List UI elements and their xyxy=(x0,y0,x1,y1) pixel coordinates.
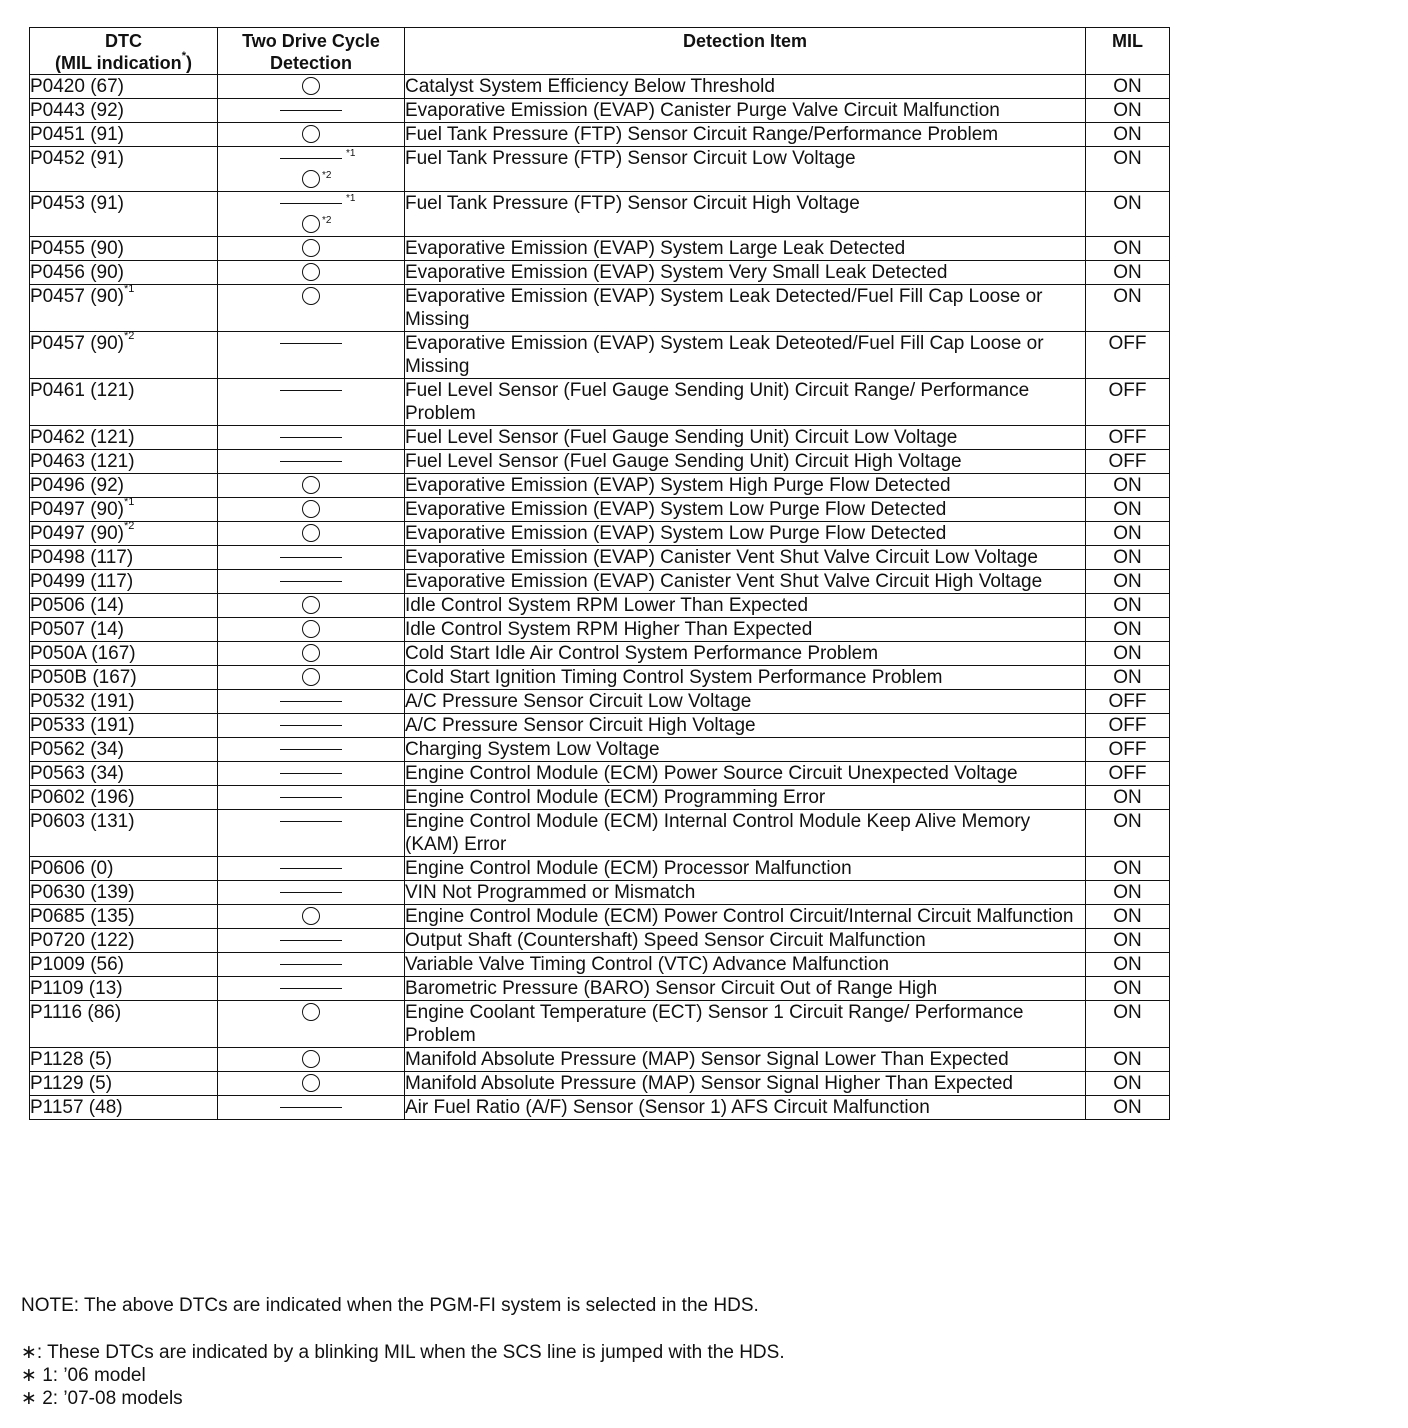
mil-status: OFF xyxy=(1086,426,1170,450)
dash-icon xyxy=(280,725,342,726)
table-row xyxy=(30,714,1170,738)
two-drive-cycle-cell xyxy=(218,762,405,786)
circle-icon xyxy=(302,644,320,662)
dtc-table xyxy=(29,27,1170,1120)
mil-status: ON xyxy=(1086,618,1170,642)
detection-item: Variable Valve Timing Control (VTC) Advance Malfunction xyxy=(405,953,1086,977)
dash-icon xyxy=(280,581,342,582)
dtc-footnote-ref: *2 xyxy=(124,520,135,532)
two-drive-cycle-cell xyxy=(218,570,405,594)
table-row xyxy=(30,498,1170,522)
detection-item: Evaporative Emission (EVAP) System Very Small Leak Detected xyxy=(405,261,1086,285)
table-row xyxy=(30,977,1170,1001)
table-row xyxy=(30,192,1170,237)
circle-icon xyxy=(302,668,320,686)
dtc-footnote-ref: *2 xyxy=(124,330,135,342)
dash-icon xyxy=(280,557,342,558)
detection-item: A/C Pressure Sensor Circuit High Voltage xyxy=(405,714,1086,738)
dtc-code: P0507 (14) xyxy=(30,619,125,640)
table-row xyxy=(30,1001,1170,1048)
table-row xyxy=(30,450,1170,474)
table-header-row xyxy=(30,28,1170,75)
table-row xyxy=(30,810,1170,857)
variant-ref-2: *2 xyxy=(322,215,332,226)
mil-status: ON xyxy=(1086,953,1170,977)
dtc-code: P0603 (131) xyxy=(30,811,135,832)
detection-item: Evaporative Emission (EVAP) System Leak Deteoted/Fuel Fill Cap Loose or Missing xyxy=(405,332,1086,379)
table-row xyxy=(30,881,1170,905)
header-mil-indication: (MIL indication*) xyxy=(55,50,192,73)
dtc-code: P0498 (117) xyxy=(30,547,134,568)
dtc-code: P0606 (0) xyxy=(30,858,114,879)
dtc-footnote-ref: *1 xyxy=(124,283,135,295)
dtc-footnote-ref: *1 xyxy=(124,496,135,508)
dash-icon xyxy=(280,461,342,462)
two-drive-cycle-cell xyxy=(218,1072,405,1096)
two-drive-cycle-cell xyxy=(218,642,405,666)
mil-status: OFF xyxy=(1086,738,1170,762)
header-mil: MIL xyxy=(1086,28,1170,75)
mil-status: ON xyxy=(1086,99,1170,123)
table-row xyxy=(30,642,1170,666)
detection-item: Engine Control Module (ECM) Power Control Circuit/Internal Circuit Malfunction xyxy=(405,905,1086,929)
dtc-code-cell xyxy=(30,450,218,474)
mil-status: ON xyxy=(1086,123,1170,147)
detection-item: Evaporative Emission (EVAP) System Low Purge Flow Detected xyxy=(405,522,1086,546)
circle-icon xyxy=(302,263,320,281)
variant-ref-2: *2 xyxy=(322,170,332,181)
mil-status: ON xyxy=(1086,237,1170,261)
two-drive-cycle-cell xyxy=(218,738,405,762)
two-drive-variant-stack xyxy=(218,192,404,236)
table-row xyxy=(30,379,1170,426)
dtc-code-cell xyxy=(30,977,218,1001)
variant-ref-1: *1 xyxy=(346,193,356,204)
detection-item: Evaporative Emission (EVAP) System Low Purge Flow Detected xyxy=(405,498,1086,522)
dtc-code: P0499 (117) xyxy=(30,571,134,592)
dtc-code: P0455 (90) xyxy=(30,238,125,259)
two-drive-cycle-cell xyxy=(218,332,405,379)
detection-item: Manifold Absolute Pressure (MAP) Sensor Signal Higher Than Expected xyxy=(405,1072,1086,1096)
dtc-code: P050B (167) xyxy=(30,667,137,688)
dtc-code-cell xyxy=(30,285,218,332)
two-drive-cycle-cell xyxy=(218,450,405,474)
circle-icon xyxy=(302,287,320,305)
detection-item: Idle Control System RPM Lower Than Expected xyxy=(405,594,1086,618)
dtc-code: P0506 (14) xyxy=(30,595,125,616)
two-drive-cycle-cell xyxy=(218,75,405,99)
two-drive-cycle-cell xyxy=(218,618,405,642)
dtc-code-cell xyxy=(30,1001,218,1048)
dtc-code-cell xyxy=(30,642,218,666)
dtc-code: P0563 (34) xyxy=(30,763,125,784)
detection-item: Fuel Tank Pressure (FTP) Sensor Circuit Range/Performance Problem xyxy=(405,123,1086,147)
mil-status: ON xyxy=(1086,1048,1170,1072)
detection-item: Idle Control System RPM Higher Than Expected xyxy=(405,618,1086,642)
table-row xyxy=(30,857,1170,881)
dtc-code-cell xyxy=(30,714,218,738)
header-two-drive-cycle: Two Drive Cycle Detection xyxy=(218,28,405,75)
table-row xyxy=(30,123,1170,147)
detection-item: Engine Control Module (ECM) Programming Error xyxy=(405,786,1086,810)
table-row xyxy=(30,546,1170,570)
dtc-code: P050A (167) xyxy=(30,643,136,664)
dtc-code-cell xyxy=(30,332,218,379)
note-pgm-fi: NOTE: The above DTCs are indicated when the PGM-FI system is selected in the HDS. xyxy=(21,1295,759,1316)
mil-status: ON xyxy=(1086,285,1170,332)
dtc-code-cell xyxy=(30,498,218,522)
mil-status: ON xyxy=(1086,75,1170,99)
dtc-code-cell xyxy=(30,522,218,546)
note-blinking-mil: ∗: These DTCs are indicated by a blinking MIL when the SCS line is jumped with the HDS. xyxy=(21,1342,785,1363)
circle-icon xyxy=(302,620,320,638)
dtc-code: P0462 (121) xyxy=(30,427,135,448)
two-drive-cycle-cell xyxy=(218,261,405,285)
table-row xyxy=(30,522,1170,546)
detection-item: Barometric Pressure (BARO) Sensor Circuit Out of Range High xyxy=(405,977,1086,1001)
detection-item: Evaporative Emission (EVAP) System High Purge Flow Detected xyxy=(405,474,1086,498)
circle-icon xyxy=(302,907,320,925)
circle-icon xyxy=(302,77,320,95)
detection-item: VIN Not Programmed or Mismatch xyxy=(405,881,1086,905)
two-drive-cycle-cell xyxy=(218,881,405,905)
dash-icon xyxy=(280,390,342,391)
mil-status: ON xyxy=(1086,666,1170,690)
dtc-code: P0497 (90) xyxy=(30,499,125,520)
dash-icon xyxy=(280,773,342,774)
detection-item: Evaporative Emission (EVAP) Canister Vent Shut Valve Circuit High Voltage xyxy=(405,570,1086,594)
mil-status: OFF xyxy=(1086,714,1170,738)
dtc-code: P0456 (90) xyxy=(30,262,125,283)
table-row xyxy=(30,618,1170,642)
dtc-code-cell xyxy=(30,857,218,881)
two-drive-cycle-cell xyxy=(218,99,405,123)
two-drive-cycle-cell xyxy=(218,546,405,570)
mil-status: ON xyxy=(1086,1001,1170,1048)
mil-status: ON xyxy=(1086,522,1170,546)
dash-icon xyxy=(280,437,342,438)
dtc-code-cell xyxy=(30,1048,218,1072)
dtc-code: P0420 (67) xyxy=(30,76,125,97)
table-row xyxy=(30,905,1170,929)
dtc-code: P0457 (90) xyxy=(30,286,125,307)
two-drive-cycle-cell xyxy=(218,498,405,522)
dtc-code-cell xyxy=(30,546,218,570)
mil-status: OFF xyxy=(1086,450,1170,474)
dtc-code-cell xyxy=(30,99,218,123)
dtc-code: P1128 (5) xyxy=(30,1049,113,1070)
dash-icon xyxy=(280,701,342,702)
mil-status: ON xyxy=(1086,1096,1170,1120)
dtc-code: P0562 (34) xyxy=(30,739,125,760)
circle-icon xyxy=(302,1050,320,1068)
two-drive-cycle-cell xyxy=(218,690,405,714)
circle-icon xyxy=(302,125,320,143)
two-drive-cycle-cell xyxy=(218,285,405,332)
dash-icon xyxy=(280,988,342,989)
dtc-code: P1129 (5) xyxy=(30,1073,113,1094)
two-drive-cycle-cell xyxy=(218,1001,405,1048)
dash-icon xyxy=(280,868,342,869)
table-row xyxy=(30,953,1170,977)
two-drive-cycle-cell xyxy=(218,379,405,426)
dtc-code: P0496 (92) xyxy=(30,475,125,496)
two-drive-cycle-cell xyxy=(218,594,405,618)
mil-status: ON xyxy=(1086,905,1170,929)
mil-status: ON xyxy=(1086,810,1170,857)
table-row xyxy=(30,99,1170,123)
circle-icon xyxy=(302,215,320,233)
dtc-code: P0463 (121) xyxy=(30,451,135,472)
mil-status: ON xyxy=(1086,786,1170,810)
dtc-code: P1157 (48) xyxy=(30,1097,123,1118)
detection-item: Manifold Absolute Pressure (MAP) Sensor Signal Lower Than Expected xyxy=(405,1048,1086,1072)
table-row xyxy=(30,786,1170,810)
table-row xyxy=(30,285,1170,332)
dtc-code-cell xyxy=(30,929,218,953)
mil-status: ON xyxy=(1086,642,1170,666)
header-detection-item: Detection Item xyxy=(405,28,1086,75)
dtc-code: P0457 (90) xyxy=(30,333,125,354)
two-drive-cycle-cell xyxy=(218,1048,405,1072)
header-dtc xyxy=(30,28,218,75)
dash-icon xyxy=(280,940,342,941)
dtc-code-cell xyxy=(30,570,218,594)
dtc-code-cell xyxy=(30,690,218,714)
circle-icon xyxy=(302,476,320,494)
two-drive-cycle-cell xyxy=(218,123,405,147)
dtc-code: P0452 (91) xyxy=(30,148,125,169)
two-drive-cycle-cell xyxy=(218,237,405,261)
dtc-code-cell xyxy=(30,881,218,905)
dtc-code: P0461 (121) xyxy=(30,380,135,401)
dash-icon xyxy=(280,1107,342,1108)
table-row xyxy=(30,474,1170,498)
mil-status: ON xyxy=(1086,857,1170,881)
note-model-07-08: ∗ 2: ’07-08 models xyxy=(21,1388,183,1409)
table-row xyxy=(30,332,1170,379)
table-row xyxy=(30,594,1170,618)
dtc-code: P0532 (191) xyxy=(30,691,135,712)
mil-status: ON xyxy=(1086,546,1170,570)
detection-item: Engine Control Module (ECM) Power Source Circuit Unexpected Voltage xyxy=(405,762,1086,786)
table-row xyxy=(30,1096,1170,1120)
mil-status: ON xyxy=(1086,1072,1170,1096)
detection-item: Engine Control Module (ECM) Internal Control Module Keep Alive Memory (KAM) Error xyxy=(405,810,1086,857)
table-row xyxy=(30,1048,1170,1072)
two-drive-cycle-cell xyxy=(218,929,405,953)
dtc-code-cell xyxy=(30,75,218,99)
mil-status: ON xyxy=(1086,192,1170,237)
table-row xyxy=(30,570,1170,594)
dash-icon xyxy=(280,749,342,750)
mil-status: OFF xyxy=(1086,379,1170,426)
mil-status: ON xyxy=(1086,498,1170,522)
two-drive-cycle-cell xyxy=(218,426,405,450)
table-row xyxy=(30,1072,1170,1096)
detection-item: Evaporative Emission (EVAP) System Leak Detected/Fuel Fill Cap Loose or Missing xyxy=(405,285,1086,332)
two-drive-cycle-cell xyxy=(218,977,405,1001)
two-drive-cycle-cell xyxy=(218,714,405,738)
variant-ref-1: *1 xyxy=(346,148,356,159)
circle-icon xyxy=(302,500,320,518)
mil-status: ON xyxy=(1086,977,1170,1001)
mil-status: ON xyxy=(1086,147,1170,192)
dtc-code-cell xyxy=(30,594,218,618)
table-row xyxy=(30,147,1170,192)
dash-icon xyxy=(280,892,342,893)
dtc-code-cell xyxy=(30,953,218,977)
dtc-code: P0533 (191) xyxy=(30,715,135,736)
dtc-code-cell xyxy=(30,426,218,450)
dash-icon xyxy=(280,110,342,111)
circle-icon xyxy=(302,596,320,614)
two-drive-cycle-cell xyxy=(218,192,405,237)
dtc-code: P0443 (92) xyxy=(30,100,125,121)
dtc-code-cell xyxy=(30,192,218,237)
dtc-code-cell xyxy=(30,738,218,762)
dtc-code: P0451 (91) xyxy=(30,124,125,145)
two-drive-cycle-cell xyxy=(218,786,405,810)
mil-status: ON xyxy=(1086,570,1170,594)
two-drive-variant-stack xyxy=(218,147,404,191)
dash-icon xyxy=(280,343,342,344)
mil-status: ON xyxy=(1086,881,1170,905)
dtc-code: P1009 (56) xyxy=(30,954,125,975)
dtc-code: P0497 (90) xyxy=(30,523,125,544)
dtc-code: P1109 (13) xyxy=(30,978,123,999)
dash-icon xyxy=(280,797,342,798)
table-row xyxy=(30,237,1170,261)
detection-item: Engine Coolant Temperature (ECT) Sensor 1 Circuit Range/ Performance Problem xyxy=(405,1001,1086,1048)
dtc-code-cell xyxy=(30,379,218,426)
table-row xyxy=(30,738,1170,762)
detection-item: Air Fuel Ratio (A/F) Sensor (Sensor 1) AFS Circuit Malfunction xyxy=(405,1096,1086,1120)
two-drive-cycle-cell xyxy=(218,474,405,498)
table-body xyxy=(30,75,1170,1120)
detection-item: Fuel Level Sensor (Fuel Gauge Sending Unit) Circuit Low Voltage xyxy=(405,426,1086,450)
table-row xyxy=(30,426,1170,450)
table-row xyxy=(30,261,1170,285)
detection-item: Evaporative Emission (EVAP) System Large Leak Detected xyxy=(405,237,1086,261)
dtc-code-cell xyxy=(30,1072,218,1096)
header-dtc-label: DTC xyxy=(105,31,142,51)
detection-item: Cold Start Ignition Timing Control System Performance Problem xyxy=(405,666,1086,690)
circle-icon xyxy=(302,1003,320,1021)
two-drive-cycle-cell xyxy=(218,810,405,857)
mil-status: OFF xyxy=(1086,690,1170,714)
dtc-code-cell xyxy=(30,123,218,147)
note-model-06: ∗ 1: ’06 model xyxy=(21,1365,146,1386)
two-drive-cycle-cell xyxy=(218,666,405,690)
dtc-code-cell xyxy=(30,237,218,261)
detection-item: Charging System Low Voltage xyxy=(405,738,1086,762)
mil-status: ON xyxy=(1086,594,1170,618)
dtc-code-cell xyxy=(30,786,218,810)
two-drive-cycle-cell xyxy=(218,522,405,546)
two-drive-cycle-cell xyxy=(218,147,405,192)
dtc-code-cell xyxy=(30,261,218,285)
dtc-code-cell xyxy=(30,810,218,857)
table-row xyxy=(30,666,1170,690)
dash-icon xyxy=(280,158,342,159)
mil-status: ON xyxy=(1086,474,1170,498)
mil-status: OFF xyxy=(1086,762,1170,786)
detection-item: Evaporative Emission (EVAP) Canister Purge Valve Circuit Malfunction xyxy=(405,99,1086,123)
mil-status: OFF xyxy=(1086,332,1170,379)
dtc-code-cell xyxy=(30,474,218,498)
detection-item: Fuel Level Sensor (Fuel Gauge Sending Unit) Circuit High Voltage xyxy=(405,450,1086,474)
detection-item: Fuel Level Sensor (Fuel Gauge Sending Unit) Circuit Range/ Performance Problem xyxy=(405,379,1086,426)
detection-item: Engine Control Module (ECM) Processor Malfunction xyxy=(405,857,1086,881)
table-row xyxy=(30,929,1170,953)
detection-item: Cold Start Idle Air Control System Performance Problem xyxy=(405,642,1086,666)
dtc-code: P0685 (135) xyxy=(30,906,135,927)
two-drive-cycle-cell xyxy=(218,1096,405,1120)
mil-status: ON xyxy=(1086,929,1170,953)
dash-icon xyxy=(280,821,342,822)
detection-item: Evaporative Emission (EVAP) Canister Vent Shut Valve Circuit Low Voltage xyxy=(405,546,1086,570)
table-row xyxy=(30,690,1170,714)
detection-item: Catalyst System Efficiency Below Threshold xyxy=(405,75,1086,99)
circle-icon xyxy=(302,170,320,188)
table-row xyxy=(30,762,1170,786)
dtc-code-cell xyxy=(30,666,218,690)
dtc-code-cell xyxy=(30,905,218,929)
dtc-code-cell xyxy=(30,618,218,642)
dtc-code-cell xyxy=(30,1096,218,1120)
dtc-code-cell xyxy=(30,147,218,192)
detection-item: Fuel Tank Pressure (FTP) Sensor Circuit Low Voltage xyxy=(405,147,1086,192)
dtc-code: P1116 (86) xyxy=(30,1002,122,1023)
table-row xyxy=(30,75,1170,99)
dash-icon xyxy=(280,203,342,204)
dash-icon xyxy=(280,964,342,965)
mil-status: ON xyxy=(1086,261,1170,285)
dtc-code: P0602 (196) xyxy=(30,787,135,808)
circle-icon xyxy=(302,1074,320,1092)
dtc-code: P0720 (122) xyxy=(30,930,135,951)
dtc-code: P0453 (91) xyxy=(30,193,125,214)
two-drive-cycle-cell xyxy=(218,857,405,881)
circle-icon xyxy=(302,239,320,257)
dtc-code-cell xyxy=(30,762,218,786)
detection-item: Output Shaft (Countershaft) Speed Sensor Circuit Malfunction xyxy=(405,929,1086,953)
two-drive-cycle-cell xyxy=(218,953,405,977)
detection-item: A/C Pressure Sensor Circuit Low Voltage xyxy=(405,690,1086,714)
two-drive-cycle-cell xyxy=(218,905,405,929)
detection-item: Fuel Tank Pressure (FTP) Sensor Circuit High Voltage xyxy=(405,192,1086,237)
dtc-code: P0630 (139) xyxy=(30,882,135,903)
circle-icon xyxy=(302,524,320,542)
